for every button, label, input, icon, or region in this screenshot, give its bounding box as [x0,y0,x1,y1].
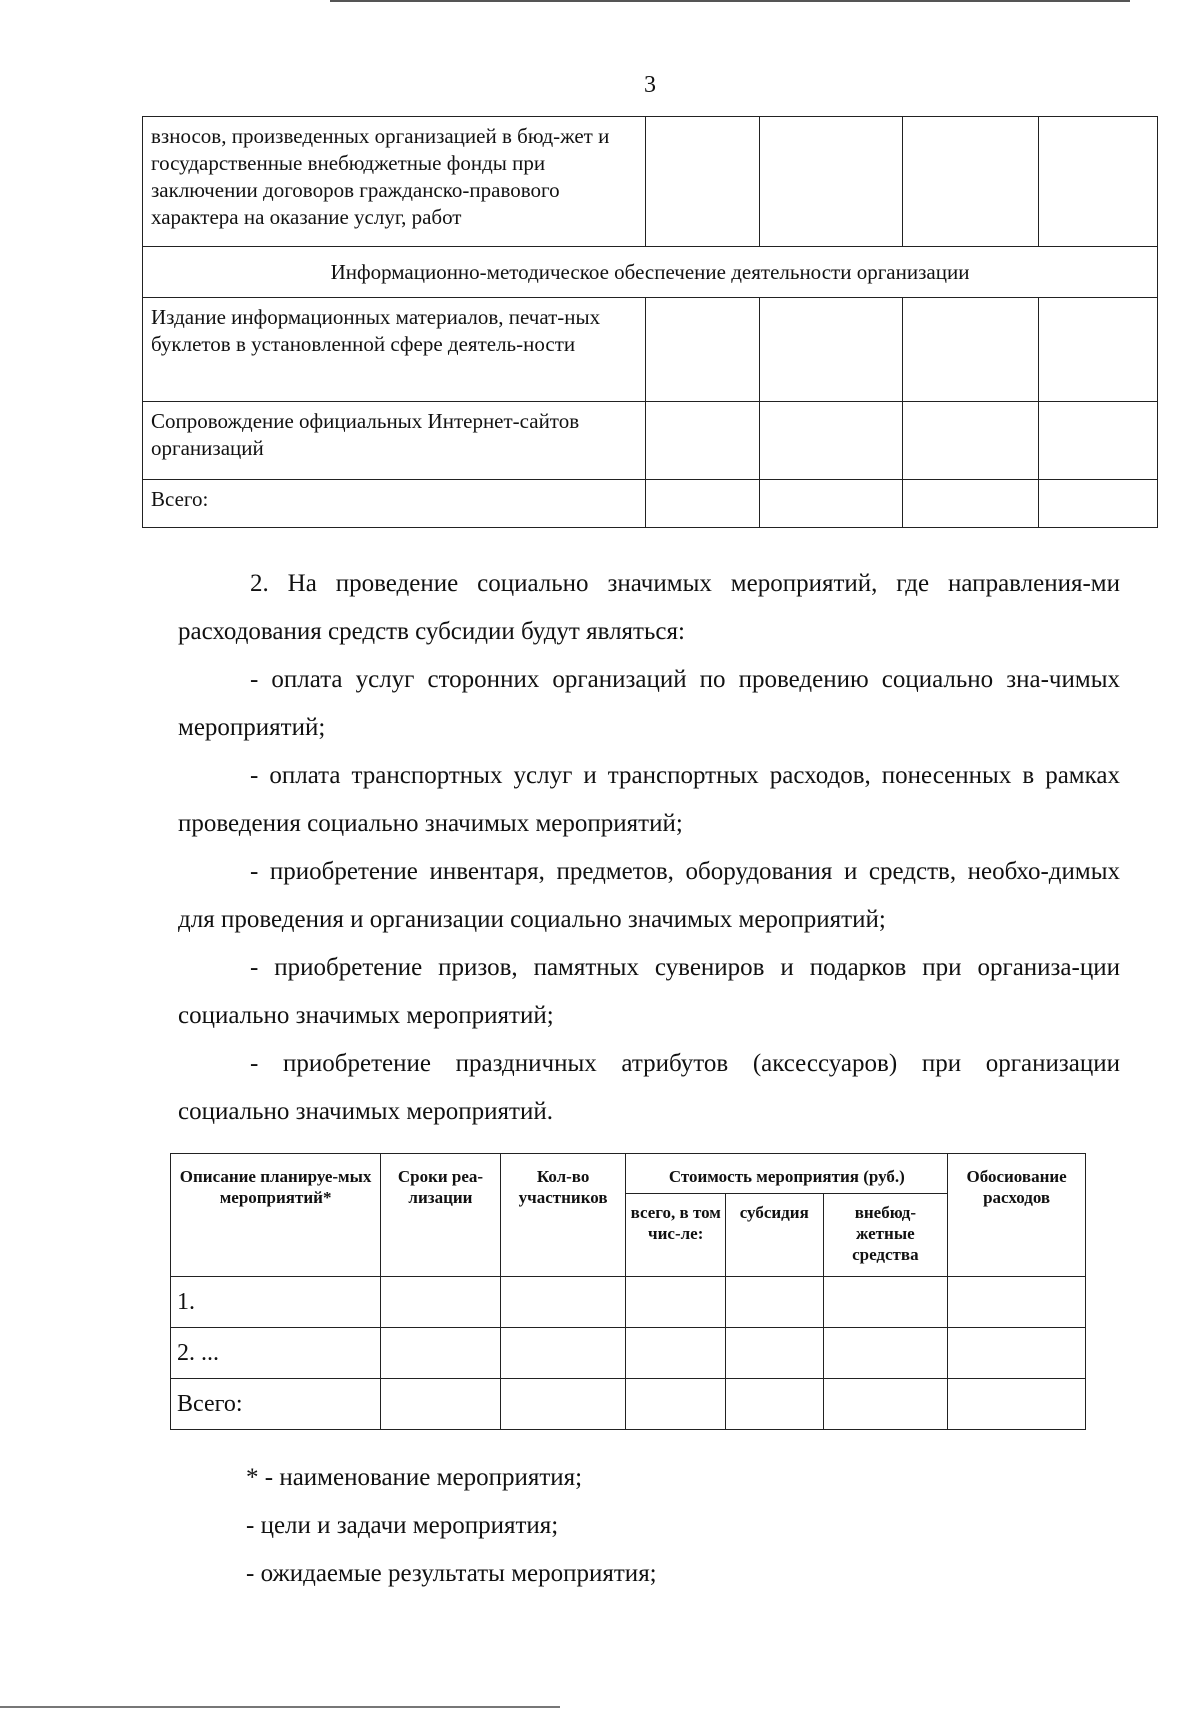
bottom-scan-rule [0,1706,560,1708]
row-description: Издание информационных материалов, печат-ных буклетов в установленной сфере деятель-ности [143,298,646,402]
paragraph: 2. На проведение социально значимых мероприятий, где направления-ми расходования средств субсидии будут являться: [178,570,1120,645]
table-cell [646,298,760,402]
table-cell [1039,480,1158,528]
section-header: Информационно-методическое обеспечение деятельности организации [143,247,1158,298]
table-row [171,1328,1086,1379]
events-table [170,1153,1086,1430]
header-participants: Кол-во участников [500,1154,626,1277]
table-cell [948,1277,1086,1328]
paragraph: - приобретение праздничных атрибутов (аксессуаров) при организации социально значимых мероприятий. [178,1050,1120,1125]
total-label: Всего: [171,1379,381,1430]
table-cell [823,1277,948,1328]
table-row [143,480,1158,528]
top-scan-rule [330,0,1130,2]
table-cell [1039,298,1158,402]
table-cell [500,1277,626,1328]
table-row [143,117,1158,247]
table-cell [823,1328,948,1379]
total-label: Всего: [143,480,646,528]
table-cell [725,1277,823,1328]
table-cell [1039,402,1158,480]
row-description: Сопровождение официальных Интернет-сайтов организаций [143,402,646,480]
table-cell [760,480,903,528]
header-cost-total: всего, в том чис-ле: [626,1194,726,1277]
row-number: 1. [171,1277,381,1328]
table-cell [903,402,1039,480]
table-cell [381,1328,501,1379]
table-cell [903,117,1039,247]
table-row [143,402,1158,480]
table-cell [725,1328,823,1379]
header-cost-offbudget: внебюд-жетные средства [823,1194,948,1277]
footnotes [246,1454,657,1598]
page-number: 3 [644,72,656,98]
table-cell [381,1379,501,1430]
table-cell [760,402,903,480]
table-row [171,1277,1086,1328]
table-cell [646,480,760,528]
table-cell [725,1379,823,1430]
table-cell [626,1328,726,1379]
table-cell [626,1277,726,1328]
table-cell [948,1379,1086,1430]
table-cell [903,298,1039,402]
paragraph: - приобретение призов, памятных сувениров и подарков при организа-ции социально значимых мероприятий; [178,954,1120,1029]
paragraph: - оплата транспортных услуг и транспортных расходов, понесенных в рамках проведения социально значимых мероприятий; [178,762,1120,837]
expenses-table [142,116,1158,528]
header-row [171,1154,1086,1194]
header-cost-subsidy: субсидия [725,1194,823,1277]
header-cost: Стоимость мероприятия (руб.) [626,1154,948,1194]
row-description: взносов, произведенных организацией в бюд-жет и государственные внебюджетные фонды при заключении договоров гражданско-правового характера на оказание услуг, работ [143,117,646,247]
header-terms: Сроки реа-лизации [381,1154,501,1277]
table-row [171,1379,1086,1430]
table-cell [646,402,760,480]
table-cell [903,480,1039,528]
paragraph: - оплата услуг сторонних организаций по проведению социально зна-чимых мероприятий; [178,666,1120,741]
footnote-item: * - наименование мероприятия; [246,1464,583,1491]
row-number: 2. ... [171,1328,381,1379]
table-cell [646,117,760,247]
header-description: Описание планируе-мых мероприятий* [171,1154,381,1277]
footnote-item: - ожидаемые результаты мероприятия; [246,1560,657,1587]
header-justification: Обосиование расходов [948,1154,1086,1277]
table-cell [823,1379,948,1430]
section-header-row [143,247,1158,298]
table-cell [760,298,903,402]
table-cell [381,1277,501,1328]
paragraph-block [178,560,1120,1136]
table-cell [948,1328,1086,1379]
paragraph: - приобретение инвентаря, предметов, оборудования и средств, необхо-димых для проведения и организации социально значимых мероприятий; [178,858,1120,933]
table-cell [500,1328,626,1379]
table-cell [626,1379,726,1430]
table-row [143,298,1158,402]
table-cell [1039,117,1158,247]
table-cell [760,117,903,247]
footnote-item: - цели и задачи мероприятия; [246,1512,559,1539]
table-cell [500,1379,626,1430]
